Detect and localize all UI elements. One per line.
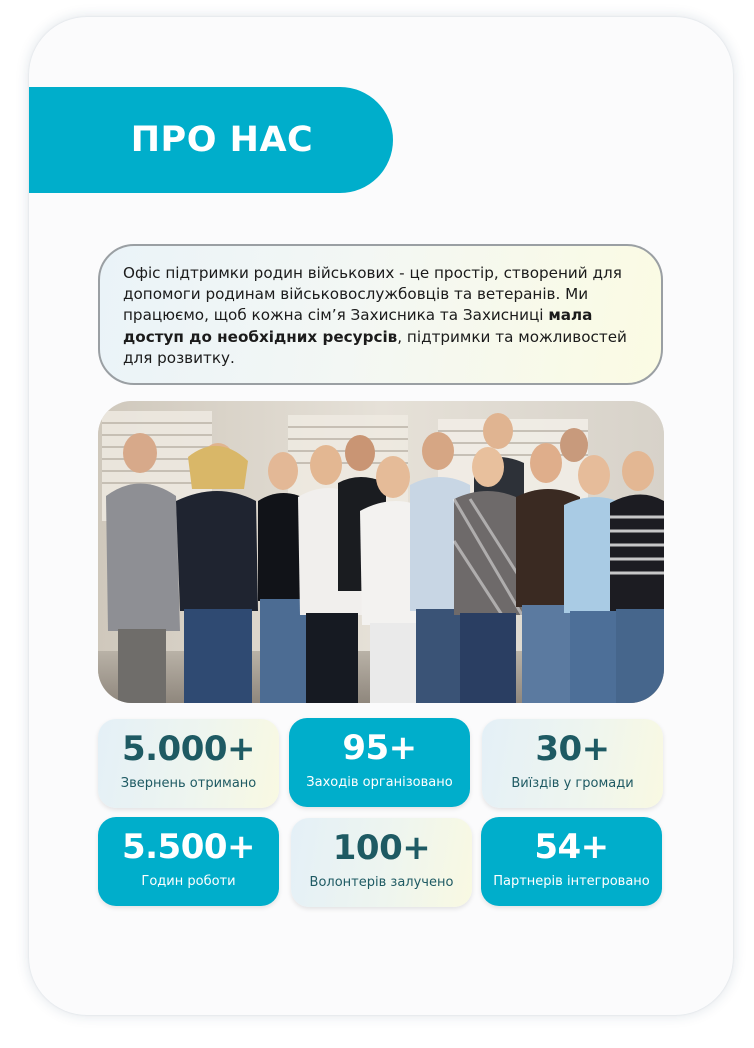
stat-value: 54+ <box>534 827 609 867</box>
intro-paragraph <box>123 263 641 369</box>
section-title: ПРО НАС <box>130 120 314 160</box>
stat-label: Волонтерів залучено <box>309 875 454 890</box>
stat-value: 30+ <box>535 729 610 769</box>
section-header-band <box>29 87 393 193</box>
stat-label: Заходів організовано <box>306 775 453 790</box>
stat-value: 5.500+ <box>121 827 256 867</box>
intro-text-before: Офіс підтримки родин військових - це простір, створений для допомоги родинам військовослужбовців та ветеранів. Ми працюємо, щоб кожна сім’я Захисника та Захисниці <box>123 264 622 325</box>
stat-card-trips <box>482 719 663 808</box>
stat-value: 100+ <box>332 828 431 868</box>
stat-card-hours <box>98 817 279 906</box>
stat-value: 5.000+ <box>121 729 256 769</box>
intro-text-box <box>98 244 663 385</box>
team-photo <box>98 401 664 703</box>
about-card <box>29 17 733 1015</box>
team-photo-image <box>98 401 664 703</box>
stat-card-requests <box>98 719 279 808</box>
stat-value: 95+ <box>342 728 417 768</box>
stat-label: Звернень отримано <box>120 776 257 791</box>
stat-label: Виїздів у громади <box>511 776 634 791</box>
intro-text-after: , підтримки та можливостей для розвитку. <box>123 327 627 367</box>
intro-text-bold: мала доступ до необхідних ресурсів <box>123 306 593 346</box>
stat-card-volunteers <box>291 818 472 907</box>
stat-card-events <box>289 718 470 807</box>
stat-label: Партнерів інтегровано <box>493 874 650 889</box>
stat-label: Годин роботи <box>141 874 236 889</box>
stat-card-partners <box>481 817 662 906</box>
